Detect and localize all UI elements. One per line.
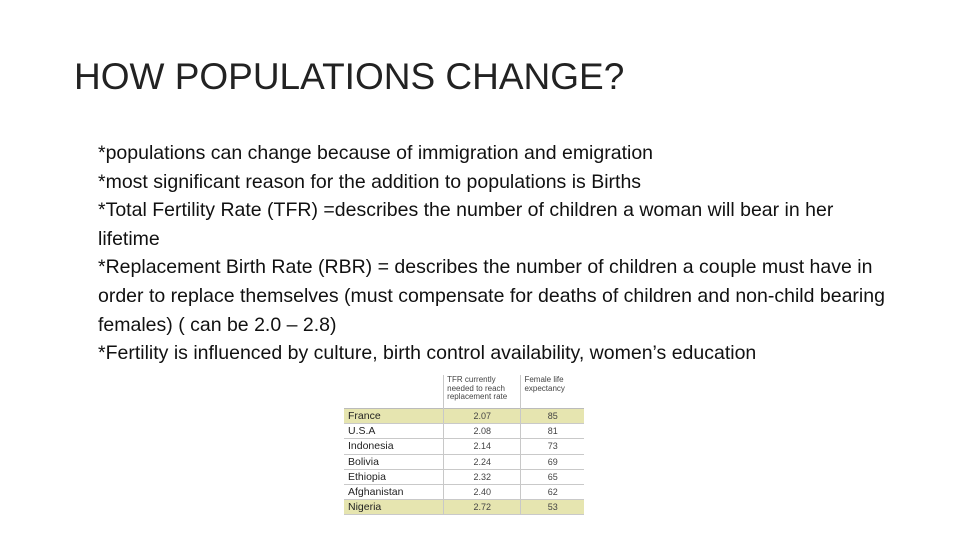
bullet-line: *Fertility is influenced by culture, birth control availability, women’s education (98, 342, 757, 365)
table-row (344, 500, 584, 515)
tfr-cell: 2.72 (444, 500, 521, 515)
country-cell: U.S.A (344, 424, 444, 439)
table-row (344, 454, 584, 469)
bullet-line: *Replacement Birth Rate (RBR) = describes the number of children a couple must have in order to replace themselves (must compensate for deaths of children and non-child bearing females) ( can be 2.0 – 2.8) (98, 256, 885, 336)
table-row (344, 409, 584, 424)
country-cell: Ethiopia (344, 469, 444, 484)
bullet-line: *Total Fertility Rate (TFR) =describes the number of children a woman will bear in her lifetime (98, 199, 834, 250)
life-expectancy-cell: 53 (521, 500, 584, 515)
tfr-cell: 2.24 (444, 454, 521, 469)
fertility-table-image (344, 375, 584, 521)
tfr-cell: 2.32 (444, 469, 521, 484)
table-row (344, 439, 584, 454)
life-expectancy-cell: 62 (521, 485, 584, 500)
slide-body (98, 139, 888, 368)
tfr-cell: 2.14 (444, 439, 521, 454)
column-header-country (344, 375, 444, 409)
table-row (344, 485, 584, 500)
fertility-table (344, 375, 584, 515)
country-cell: Indonesia (344, 439, 444, 454)
column-header-tfr: TFR currently needed to reach replacement rate (444, 375, 521, 409)
tfr-cell: 2.40 (444, 485, 521, 500)
bullet-line: *populations can change because of immigration and emigration (98, 142, 654, 164)
country-cell: Bolivia (344, 454, 444, 469)
country-cell: Afghanistan (344, 485, 444, 500)
life-expectancy-cell: 73 (521, 439, 584, 454)
table-row (344, 469, 584, 484)
table-row (344, 424, 584, 439)
country-cell: Nigeria (344, 500, 444, 515)
country-cell: France (344, 409, 444, 424)
column-header-life-expectancy: Female life expectancy (521, 375, 584, 409)
tfr-cell: 2.08 (444, 424, 521, 439)
tfr-cell: 2.07 (444, 409, 521, 424)
slide-title: HOW POPULATIONS CHANGE? (74, 56, 625, 97)
life-expectancy-cell: 65 (521, 469, 584, 484)
life-expectancy-cell: 69 (521, 454, 584, 469)
bullet-line: *most significant reason for the addition to populations is Births (98, 170, 642, 193)
life-expectancy-cell: 81 (521, 424, 584, 439)
life-expectancy-cell: 85 (521, 409, 584, 424)
table-header-row (344, 375, 584, 409)
